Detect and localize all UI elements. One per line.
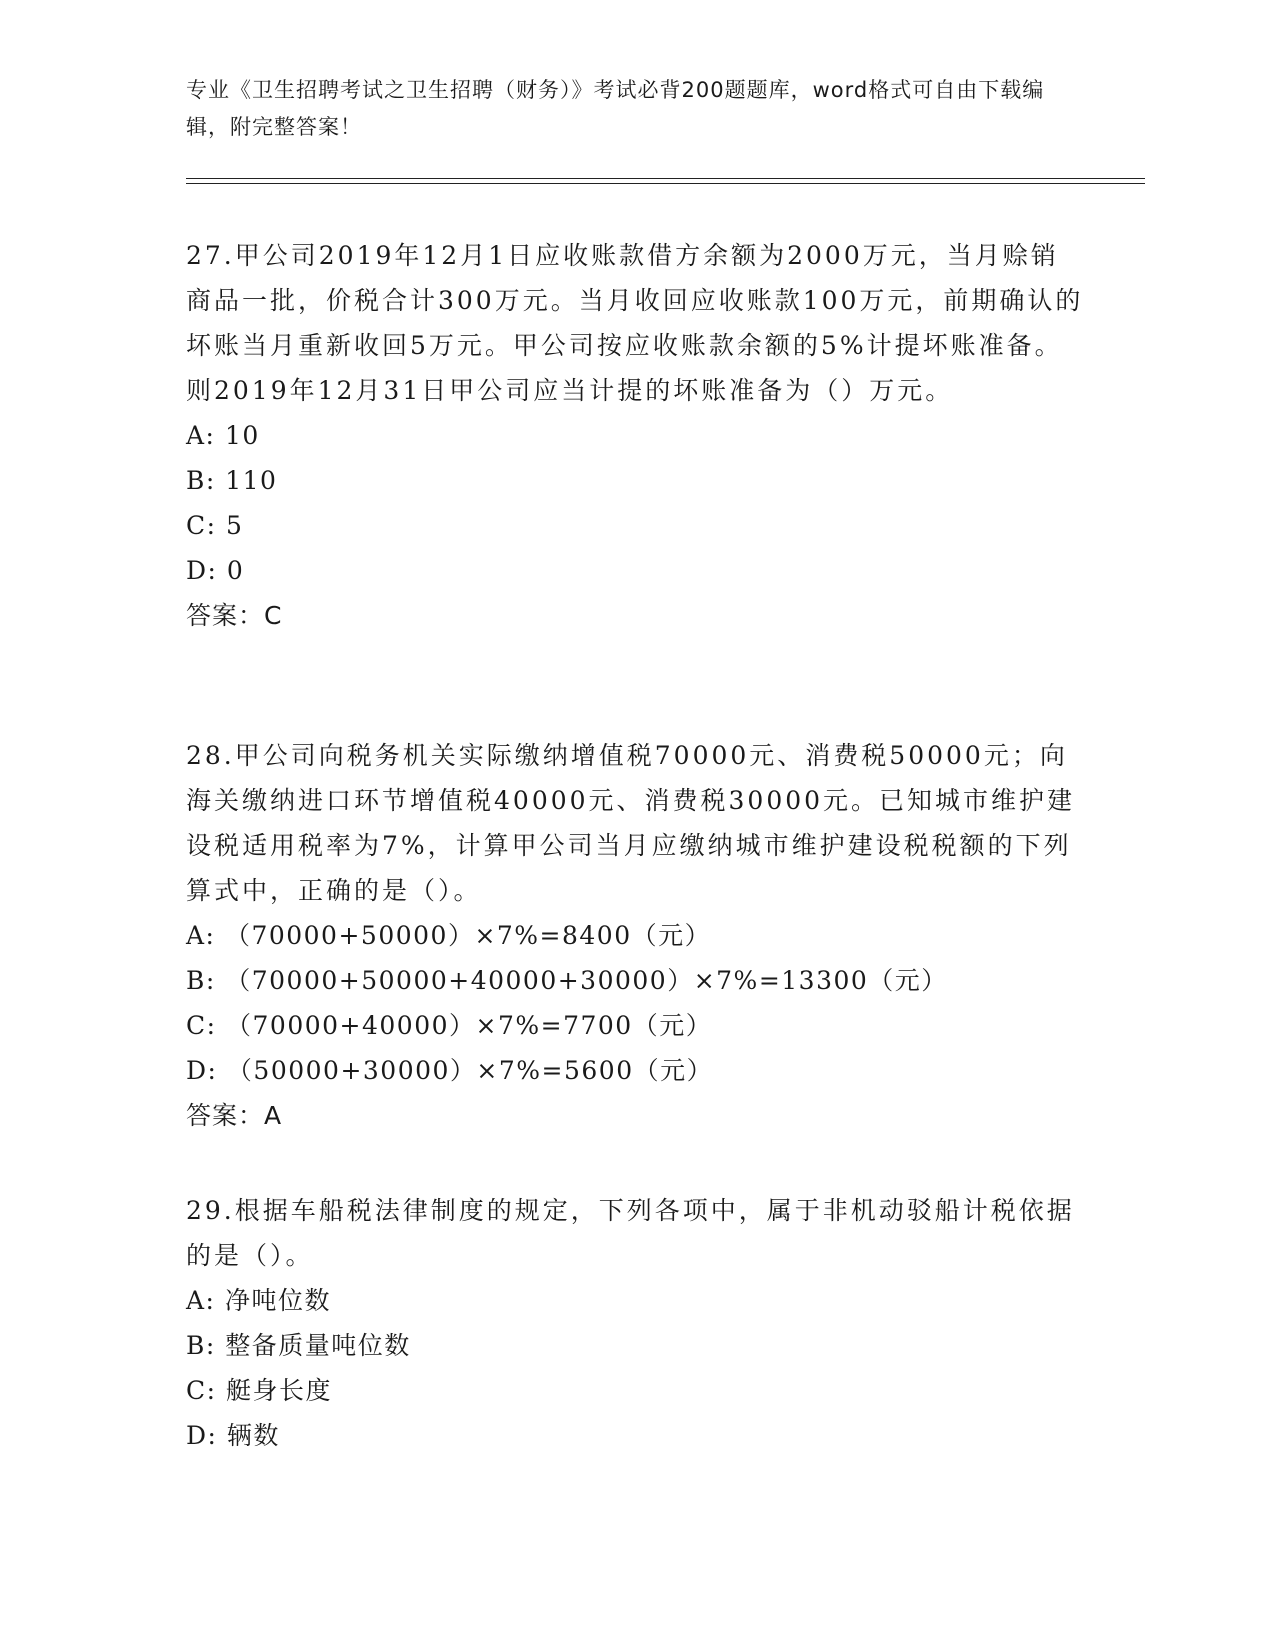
option-text: （70000+40000）×7%=7700（元） <box>226 1011 713 1040</box>
option-label: C: <box>186 511 217 540</box>
option-text: 净吨位数 <box>224 1286 331 1315</box>
question-29 <box>186 1188 1086 1458</box>
option-text: 辆数 <box>226 1421 280 1450</box>
question-28 <box>186 733 1086 1138</box>
answer-key: 答案：C <box>186 601 283 630</box>
option-b <box>186 1323 1086 1368</box>
option-text: 整备质量吨位数 <box>225 1331 411 1360</box>
option-a <box>186 1278 1086 1323</box>
question-stem: 28.甲公司向税务机关实际缴纳增值税70000元、消费税50000元；向海关缴纳进口环节增值税40000元、消费税30000元。已知城市维护建设税适用税率为7%，计算甲公司当月应缴纳城市维护建设税税额的下列算式中，正确的是（）。 <box>186 741 1076 905</box>
answer-key: 答案：A <box>186 1101 283 1130</box>
header-divider-top <box>186 178 1145 179</box>
option-b <box>186 958 1086 1003</box>
option-label: B: <box>186 1331 216 1360</box>
header-intro-text: 专业《卫生招聘考试之卫生招聘（财务）》考试必背200题题库，word格式可自由下载编辑，附完整答案！ <box>186 78 1045 139</box>
document-header <box>186 72 1066 146</box>
option-text: （70000+50000）×7%=8400（元） <box>224 921 712 950</box>
option-text: 0 <box>226 556 245 585</box>
option-c <box>186 503 1086 548</box>
option-label: D: <box>186 1421 218 1450</box>
question-stem: 29.根据车船税法律制度的规定，下列各项中，属于非机动驳船计税依据的是（）。 <box>186 1196 1075 1270</box>
option-a <box>186 413 1086 458</box>
question-stem: 27.甲公司2019年12月1日应收账款借方余额为2000万元，当月赊销商品一批，价税合计300万元。当月收回应收账款100万元，前期确认的坏账当月重新收回5万元。甲公司按应收账款余额的5%计提坏账准备。则2019年12月31日甲公司应当计提的坏账准备为（）万元。 <box>186 241 1084 405</box>
option-label: B: <box>186 966 216 995</box>
option-label: A: <box>186 1286 216 1315</box>
option-label: D: <box>186 1056 218 1085</box>
option-label: C: <box>186 1376 217 1405</box>
option-c <box>186 1003 1086 1048</box>
option-text: （70000+50000+40000+30000）×7%=13300（元） <box>225 966 948 995</box>
option-label: A: <box>186 421 216 450</box>
option-label: B: <box>186 466 216 495</box>
option-d <box>186 1048 1086 1093</box>
option-text: 10 <box>224 421 260 450</box>
option-d <box>186 1413 1086 1458</box>
option-label: C: <box>186 1011 217 1040</box>
option-label: D: <box>186 556 218 585</box>
option-text: （50000+30000）×7%=5600（元） <box>226 1056 714 1085</box>
option-b <box>186 458 1086 503</box>
option-text: 5 <box>226 511 244 540</box>
question-27 <box>186 233 1086 638</box>
option-d <box>186 548 1086 593</box>
header-divider-bottom <box>186 183 1145 184</box>
option-text: 艇身长度 <box>226 1376 333 1405</box>
option-c <box>186 1368 1086 1413</box>
option-a <box>186 913 1086 958</box>
option-text: 110 <box>225 466 278 495</box>
option-label: A: <box>186 921 216 950</box>
